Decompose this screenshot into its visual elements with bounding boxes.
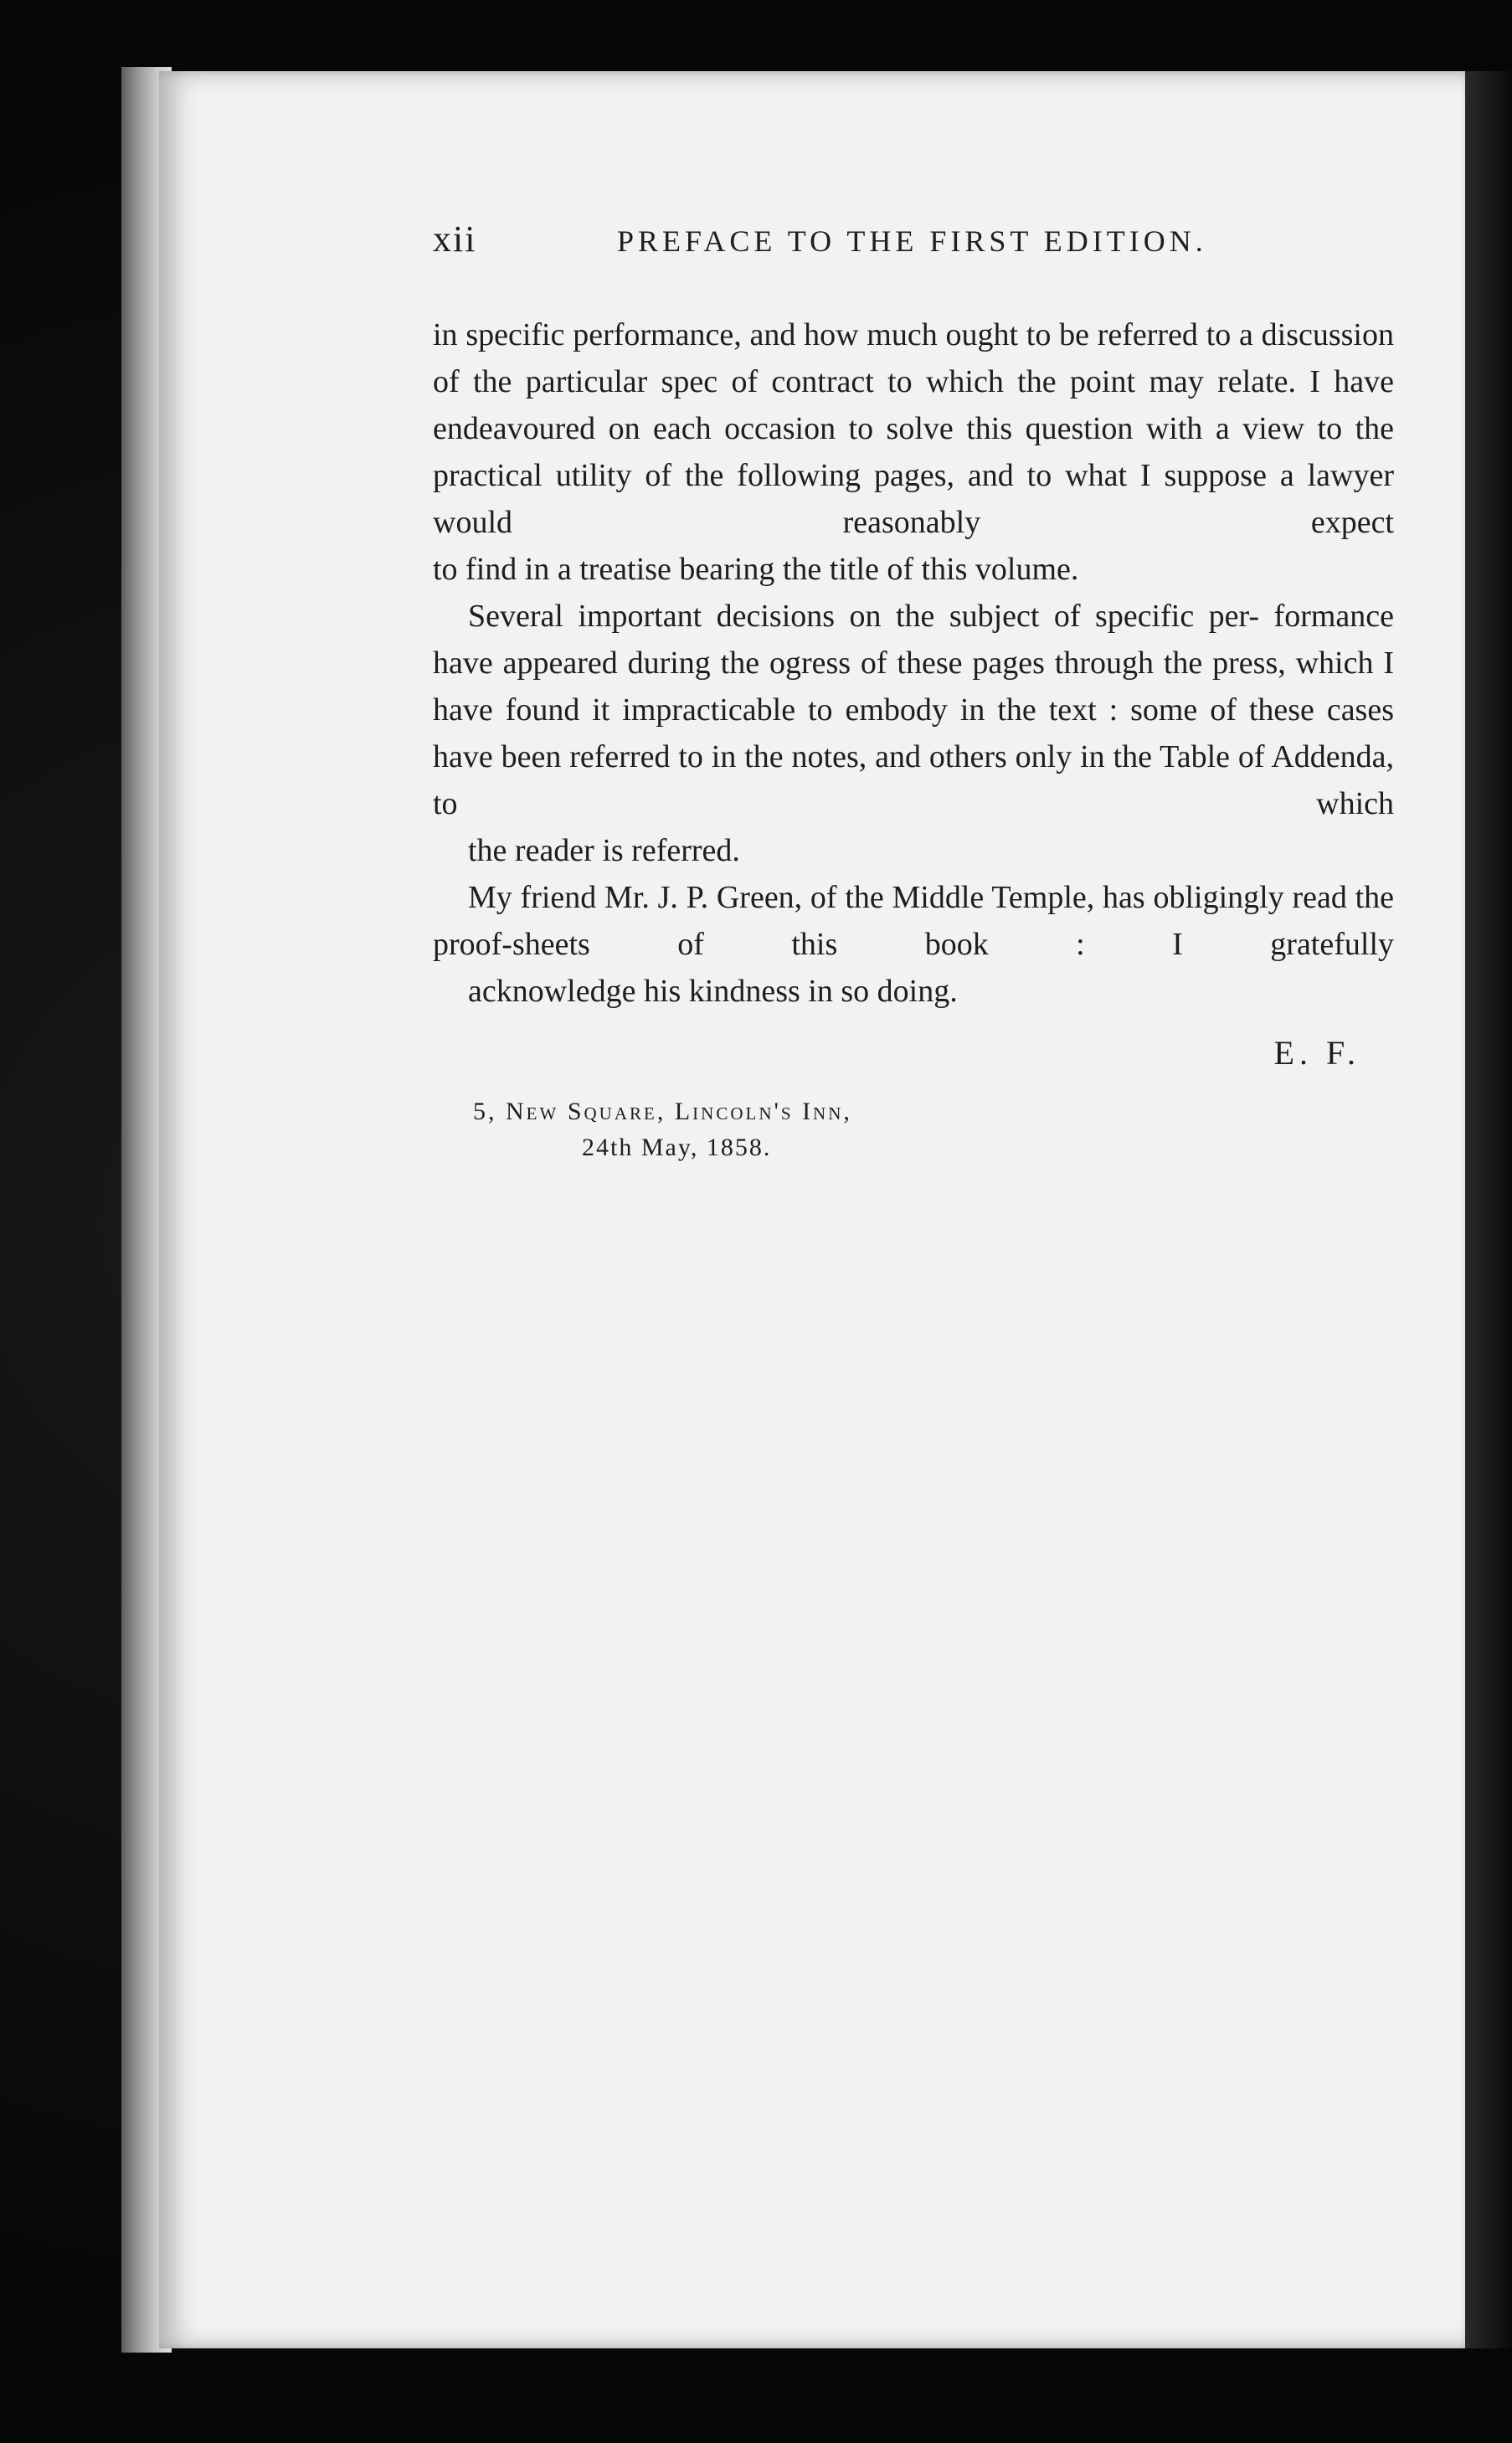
paragraph-1-line-5: pages, and to what I suppose a lawyer would reasonably expect bbox=[433, 458, 1394, 540]
running-head bbox=[433, 218, 1394, 268]
paragraph-2-line-5: the notes, and others only in the Table of Addenda, to which bbox=[433, 739, 1395, 821]
paragraph-3-line-2: obligingly read the proof-sheets of this book : I gratefully bbox=[433, 880, 1395, 962]
paragraph-1-line-1: in specific performance, and how much ought to be referred to a bbox=[433, 317, 1253, 352]
page-number: xii bbox=[433, 219, 477, 260]
paragraph-2-line-1: Several important decisions on the subject of specific per- bbox=[468, 599, 1260, 634]
signature-initials: E. F. bbox=[1273, 1034, 1360, 1072]
paragraph-2 bbox=[433, 593, 1394, 874]
address-line: 5, New Square, Lincoln's Inn, bbox=[473, 1098, 852, 1125]
page-text-block bbox=[433, 218, 1394, 1165]
date-line: 24th May, 1858. bbox=[582, 1134, 772, 1161]
paragraph-1-line-4: question with a view to the practical utility of the following bbox=[433, 411, 1394, 493]
paragraph-2-line-3: through the press, which I have found it impracticable to bbox=[433, 645, 1394, 728]
paragraph-1-last-line: to find in a treatise bearing the title of this volume. bbox=[433, 552, 1079, 587]
paragraph-2-line-2: formance have appeared during the ogress of these pages bbox=[433, 599, 1395, 681]
page-gutter-shadow bbox=[1465, 71, 1512, 2348]
paragraph-3-line-1: My friend Mr. J. P. Green, of the Middle Temple, has bbox=[468, 880, 1145, 915]
running-head-title: PREFACE TO THE FIRST EDITION. bbox=[617, 224, 1207, 258]
paragraph-3 bbox=[433, 874, 1394, 1015]
paragraph-1 bbox=[433, 311, 1394, 593]
paragraph-1-line-2: discussion of the particular spec of contract to which the point bbox=[433, 317, 1394, 399]
paragraph-2-last-line: the reader is referred. bbox=[468, 833, 740, 868]
paragraph-1-line-3: may relate. I have endeavoured on each occasion to solve this bbox=[433, 364, 1394, 446]
paragraph-2-line-4: embody in the text : some of these cases have been referred to in bbox=[433, 692, 1394, 774]
paragraph-3-last-line: acknowledge his kindness in so doing. bbox=[468, 974, 958, 1009]
